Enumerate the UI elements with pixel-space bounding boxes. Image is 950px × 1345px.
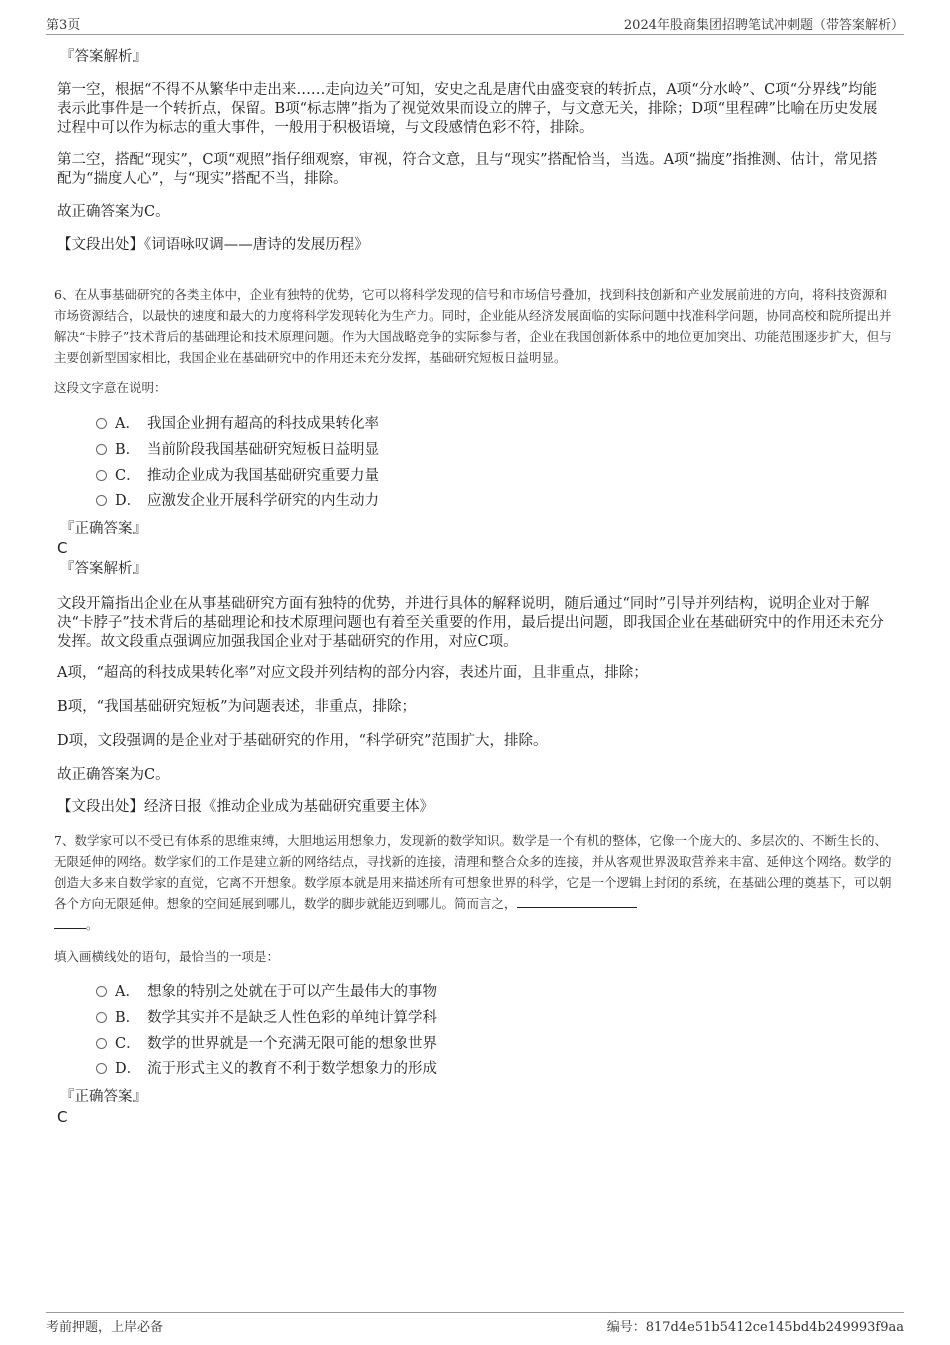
radio-icon[interactable] [96, 1012, 107, 1023]
radio-icon[interactable] [96, 1063, 107, 1074]
document-title: 2024年股商集团招聘笔试冲刺题（带答案解析） [623, 18, 904, 33]
q6-answer-value: C [57, 539, 68, 557]
q6-option-c[interactable]: C． 推动企业成为我国基础研究重要力量 [96, 466, 379, 486]
page-footer [46, 1312, 904, 1336]
q6-prompt: 这段文字意在说明： [54, 380, 167, 395]
radio-icon[interactable] [96, 444, 107, 455]
footer-note: 考前押题，上岸必备 [46, 1320, 164, 1335]
page-number: 第3页 [46, 18, 81, 33]
q6-stem: 6、在从事基础研究的各类主体中，企业有独特的优势，它可以将科学发现的信号和市场信号叠加，找到科技创新和产业发展前进的方向，将科技资源和市场资源结合，以最快的速度和最大的力度将科学发现转化为生产力。同时，企业能从经济发展面临的实际问题中找准科学问题，协同高校和院所提出并解决“卡脖子”技术背后的基础理论和技术原理问题。作为大国战略竞争的实际参与者，企业在我国创新体系中的地位更加突出、功能范围逐步扩大，但与主要创新型国家相比，我国企业在基础研究中的作用还未充分发挥，基础研究短板日益明显。 [54, 287, 892, 365]
q7-option-c[interactable]: C． 数学的世界就是一个充满无限可能的想象世界 [96, 1034, 437, 1054]
q5-analysis-label: 『答案解析』 [60, 49, 147, 65]
q6-source: 【文段出处】经济日报《推动企业成为基础研究重要主体》 [57, 799, 434, 815]
document-serial: 编号：817d4e51b5412ce145bd4b249993f9aa [606, 1320, 904, 1335]
q6-analysis-label: 『答案解析』 [60, 561, 147, 577]
q5-source: 【文段出处】《词语咏叹调——唐诗的发展历程》 [57, 237, 369, 253]
q6-option-a[interactable]: A． 我国企业拥有超高的科技成果转化率 [96, 414, 379, 434]
q5-conclusion: 故正确答案为C。 [57, 204, 170, 220]
q5-analysis-paragraph-1: 第一空，根据“不得不从繁华中走出来……走向边关”可知，安史之乱是唐代由盛变衰的转折点，A项“分水岭”、C项“分界线”均能表示此事件是一个转折点，保留。B项“标志牌”指为了视觉效果而设立的牌子，与文意无关，排除；D项“里程碑”比喻在历史发展过程中可以作为标志的重大事件，一般用于积极语境，与文段感情色彩不符，排除。 [57, 82, 878, 136]
page-header [46, 14, 904, 35]
q6-conclusion: 故正确答案为C。 [57, 767, 170, 783]
radio-icon[interactable] [96, 418, 107, 429]
q7-answer-value: C [57, 1108, 68, 1126]
q7-option-d[interactable]: D． 流于形式主义的教育不利于数学想象力的形成 [96, 1059, 437, 1079]
q6-analysis-paragraph: 文段开篇指出企业在从事基础研究方面有独特的优势，并进行具体的解释说明，随后通过“同时”引导并列结构，说明企业对于解决“卡脖子”技术背后的基础理论和技术原理问题也有着至关重要的作用，最后提出问题，即我国企业在基础研究中的作用还未充分发挥。故文段重点强调应加强我国企业对于基础研究的作用，对应C项。 [57, 596, 884, 650]
q7-option-b[interactable]: B． 数学其实并不是缺乏人性色彩的单纯计算学科 [96, 1008, 437, 1028]
radio-icon[interactable] [96, 495, 107, 506]
q7-option-a[interactable]: A． 想象的特别之处就在于可以产生最伟大的事物 [96, 982, 437, 1002]
radio-icon[interactable] [96, 1038, 107, 1049]
q7-prompt: 填入画横线处的语句，最恰当的一项是： [54, 949, 280, 964]
fill-blank-line [54, 916, 86, 929]
q5-analysis-paragraph-2: 第二空，搭配“现实”，C项“观照”指仔细观察，审视，符合文意，且与“现实”搭配恰当，当选。A项“揣度”指推测、估计，常见搭配为“揣度人心”，与“现实”搭配不当，排除。 [57, 152, 878, 187]
q7-answer-label: 『正确答案』 [60, 1089, 147, 1105]
q6-analysis-d: D项，文段强调的是企业对于基础研究的作用，“科学研究”范围扩大，排除。 [57, 733, 548, 749]
q6-option-d[interactable]: D． 应激发企业开展科学研究的内生动力 [96, 491, 379, 511]
q7-stem: 7、数学家可以不受已有体系的思维束缚，大胆地运用想象力，发现新的数学知识。数学是一个有机的整体，它像一个庞大的、多层次的、不断生长的、无限延伸的网络。数学家们的工作是建立新的网络结点，寻找新的连接，清理和整合众多的连接，并从客观世界汲取营养来丰富、延伸这个网络。数学的创造大多来自数学家的直觉，它离不开想象。数学原本就是用来描述所有可想象世界的科学，它是一个逻辑上封闭的系统，在基础公理的奠基下，可以朝各个方向无限延伸。想象的空间延展到哪儿，数学的脚步就能迈到哪儿。简而言之， 。 [54, 833, 892, 932]
q6-option-b[interactable]: B． 当前阶段我国基础研究短板日益明显 [96, 440, 379, 460]
radio-icon[interactable] [96, 470, 107, 481]
q6-analysis-a: A项，“超高的科技成果转化率”对应文段并列结构的部分内容，表述片面，且非重点，排除； [57, 665, 648, 681]
q6-analysis-b: B项，“我国基础研究短板”为问题表述，非重点，排除； [57, 699, 416, 715]
radio-icon[interactable] [96, 986, 107, 997]
q6-answer-label: 『正确答案』 [60, 521, 147, 537]
fill-blank-line [517, 895, 637, 908]
